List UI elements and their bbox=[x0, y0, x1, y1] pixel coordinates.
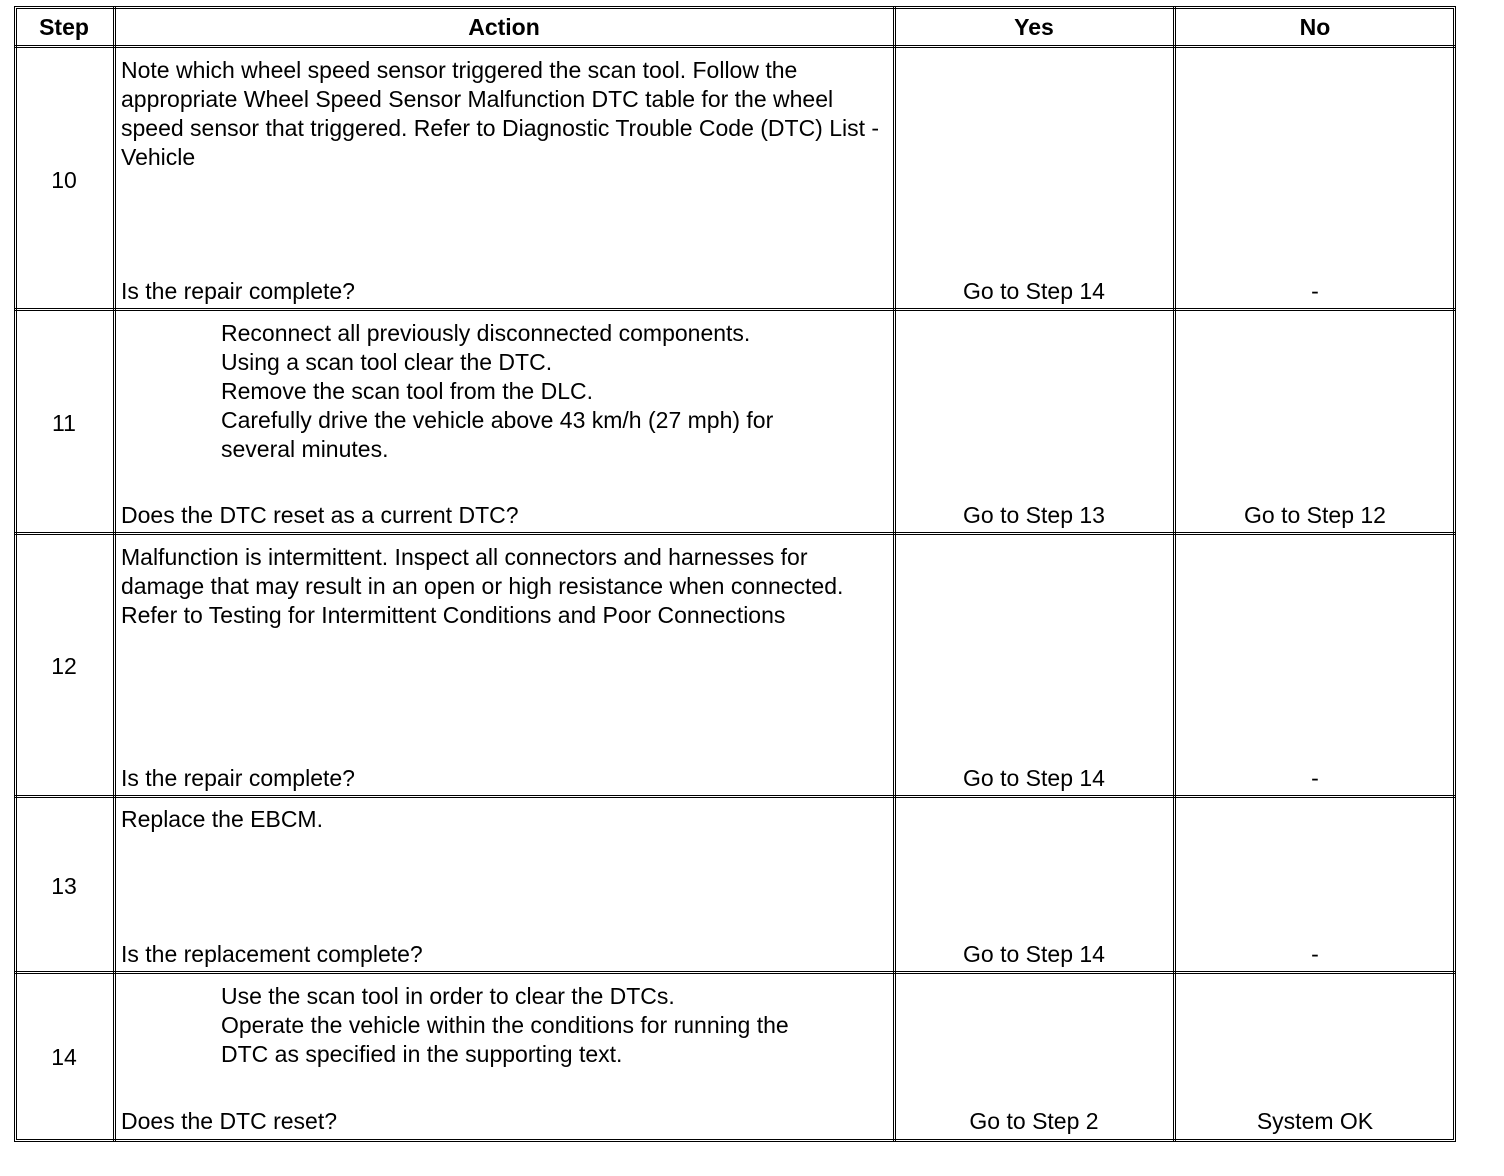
action-steps-list bbox=[221, 319, 881, 464]
action-question: Does the DTC reset as a current DTC? bbox=[121, 502, 519, 528]
action-step-item: Reconnect all previously disconnected components. bbox=[221, 320, 751, 346]
action-text: Note which wheel speed sensor triggered the scan tool. Follow the appropriate Wheel Speed Sensor Malfunction DTC table for the wheel speed sensor that triggered. Refer to Diagnostic Trouble Code (DTC) List - Vehicle bbox=[121, 57, 880, 170]
header-yes: Yes bbox=[1014, 14, 1054, 40]
no-result: Go to Step 12 bbox=[1244, 502, 1386, 528]
action-step-item: Operate the vehicle within the conditions for running the bbox=[221, 1012, 789, 1038]
row-divider bbox=[14, 971, 1456, 974]
action-question: Is the replacement complete? bbox=[121, 941, 423, 967]
no-result: - bbox=[1311, 941, 1319, 967]
action-question: Does the DTC reset? bbox=[121, 1108, 338, 1134]
action-step-item: Carefully drive the vehicle above 43 km/h (27 mph) for bbox=[221, 407, 774, 433]
header-action: Action bbox=[468, 14, 540, 40]
diagnostic-table bbox=[14, 6, 1456, 1142]
yes-result: Go to Step 14 bbox=[963, 765, 1105, 791]
yes-result: Go to Step 14 bbox=[963, 941, 1105, 967]
yes-result: Go to Step 13 bbox=[963, 502, 1105, 528]
action-question: Is the repair complete? bbox=[121, 278, 355, 304]
row-divider bbox=[14, 45, 1456, 48]
action-question: Is the repair complete? bbox=[121, 765, 355, 791]
action-step-item: Remove the scan tool from the DLC. bbox=[221, 378, 593, 404]
action-step-item: Using a scan tool clear the DTC. bbox=[221, 349, 553, 375]
yes-result: Go to Step 14 bbox=[963, 278, 1105, 304]
step-number: 13 bbox=[51, 873, 77, 899]
action-text: Malfunction is intermittent. Inspect all connectors and harnesses for damage that may result in an open or high resistance when connected. Refer to Testing for Intermittent Conditions and Poor Connections bbox=[121, 544, 844, 628]
action-step-item: Use the scan tool in order to clear the DTCs. bbox=[221, 983, 675, 1009]
action-text: Replace the EBCM. bbox=[121, 806, 323, 832]
action-step-item: several minutes. bbox=[221, 436, 389, 462]
action-step-item: DTC as specified in the supporting text. bbox=[221, 1041, 623, 1067]
no-result: System OK bbox=[1256, 1108, 1374, 1134]
header-step: Step bbox=[39, 14, 89, 40]
step-number: 10 bbox=[51, 167, 77, 193]
step-number: 14 bbox=[51, 1044, 77, 1070]
row-divider bbox=[14, 532, 1456, 535]
action-steps-list bbox=[221, 982, 881, 1069]
step-number: 11 bbox=[52, 410, 76, 436]
yes-result: Go to Step 2 bbox=[969, 1108, 1099, 1134]
row-divider bbox=[14, 308, 1456, 311]
no-result: - bbox=[1311, 765, 1319, 791]
no-result: - bbox=[1311, 278, 1319, 304]
row-divider bbox=[14, 795, 1456, 798]
step-number: 12 bbox=[51, 653, 77, 679]
header-no: No bbox=[1299, 14, 1331, 40]
